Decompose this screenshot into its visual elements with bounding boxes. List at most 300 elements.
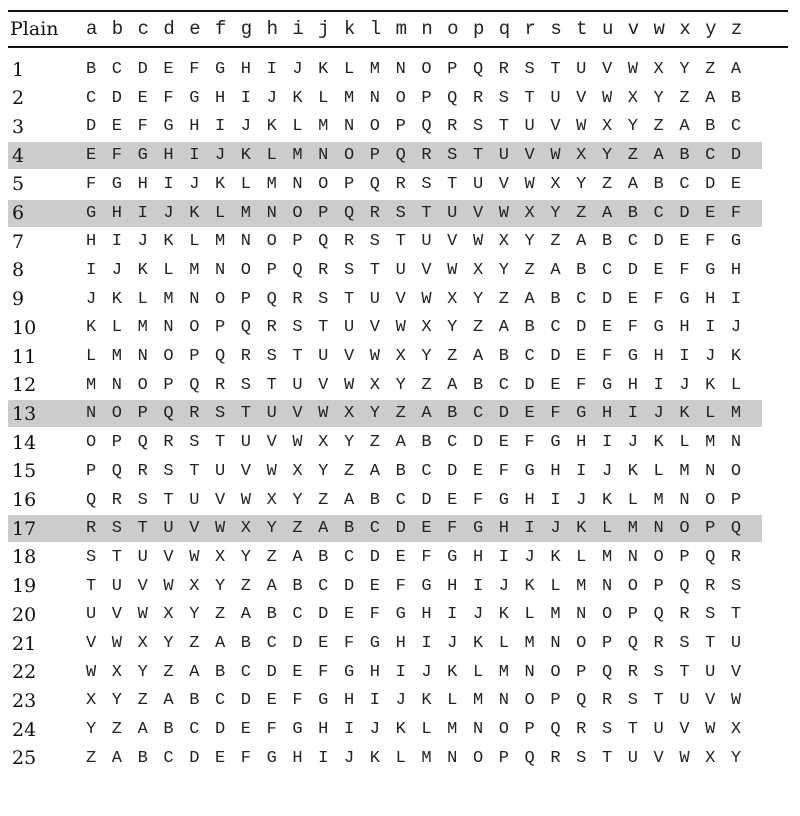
cipher-letters <box>86 261 757 280</box>
cipher-letter: C <box>86 88 97 108</box>
cipher-letter: B <box>266 605 277 625</box>
cipher-letter: F <box>679 260 690 280</box>
cipher-letter: R <box>369 203 380 223</box>
row-key: 10 <box>12 316 37 339</box>
cipher-letter: C <box>576 289 587 309</box>
cipher-letter: M <box>369 60 380 79</box>
cipher-letter: U <box>343 318 355 338</box>
cipher-letter: D <box>421 490 432 510</box>
cipher-letter: Y <box>447 318 458 338</box>
cipher-letter: Y <box>679 60 690 79</box>
cipher-letter: S <box>627 691 638 711</box>
header-letter: t <box>576 18 588 40</box>
cipher-letters <box>86 146 757 165</box>
cipher-letter: C <box>214 691 226 711</box>
cipher-letter: B <box>369 490 380 510</box>
cipher-letter: W <box>627 60 638 79</box>
cipher-letter: V <box>240 461 251 481</box>
cipher-letter: Z <box>318 490 329 510</box>
cipher-letter: Y <box>343 433 355 453</box>
cipher-letter: R <box>214 375 226 395</box>
cipher-letter: F <box>395 576 406 596</box>
cipher-letter: V <box>576 88 587 108</box>
row-key: 21 <box>12 632 37 655</box>
cipher-letter: J <box>189 174 200 194</box>
cipher-letter: T <box>601 748 613 768</box>
cipher-letter: X <box>627 88 638 108</box>
cipher-letter: L <box>214 203 226 223</box>
cipher-letter: X <box>447 289 458 309</box>
cipher-letter: J <box>369 720 380 740</box>
cipher-letter: U <box>627 748 638 768</box>
cipher-letter: W <box>421 289 432 309</box>
header-letter: r <box>524 18 536 40</box>
cipher-letter: Q <box>730 519 742 539</box>
cipher-letter: D <box>369 547 380 567</box>
cipher-letter: Z <box>627 146 638 166</box>
cipher-letters <box>86 433 757 452</box>
cipher-letter: C <box>111 60 122 79</box>
cipher-letter: I <box>86 260 97 280</box>
cipher-letter: E <box>447 490 458 510</box>
cipher-letter: Q <box>601 662 613 682</box>
table-row <box>8 372 762 399</box>
cipher-letter: K <box>472 634 484 653</box>
cipher-letter: Y <box>318 461 329 481</box>
cipher-letter: U <box>240 433 251 453</box>
cipher-letter: K <box>395 720 406 740</box>
cipher-letter: D <box>601 289 613 309</box>
cipher-letter: S <box>730 576 742 596</box>
cipher-letter: F <box>576 375 587 395</box>
cipher-letter: A <box>679 117 690 137</box>
header-rule <box>8 46 788 48</box>
cipher-letter: S <box>137 490 148 510</box>
cipher-letters <box>86 175 757 194</box>
cipher-letter: X <box>343 404 355 424</box>
cipher-letter: U <box>730 634 742 653</box>
header-letter: g <box>240 18 253 40</box>
cipher-letter: R <box>137 461 148 481</box>
cipher-letter: I <box>472 576 484 596</box>
cipher-letter: N <box>550 634 561 653</box>
cipher-letter: K <box>447 662 458 682</box>
cipher-letter: T <box>86 576 97 596</box>
cipher-letter: Q <box>421 117 432 137</box>
cipher-letter: Z <box>705 60 716 79</box>
cipher-letter: A <box>240 605 251 625</box>
cipher-letter: J <box>550 519 561 539</box>
cipher-letter: M <box>627 519 638 539</box>
cipher-letter: D <box>266 662 277 682</box>
cipher-letter: E <box>421 519 432 539</box>
cipher-letter: V <box>395 289 406 309</box>
cipher-letter: U <box>369 289 380 309</box>
cipher-letter: S <box>679 634 690 653</box>
cipher-letter: P <box>240 289 251 309</box>
cipher-letter: D <box>318 605 329 625</box>
header-letter: x <box>679 18 691 40</box>
cipher-letter: M <box>421 748 432 768</box>
cipher-letter: K <box>679 404 690 424</box>
row-key: 24 <box>12 718 37 741</box>
row-key: 9 <box>12 288 25 311</box>
cipher-letter: Y <box>137 662 148 682</box>
cipher-letter: W <box>240 490 251 510</box>
cipher-letter: R <box>86 519 97 539</box>
header-letter: c <box>137 18 149 40</box>
cipher-letter: B <box>318 547 329 567</box>
cipher-letter: L <box>550 576 561 596</box>
cipher-letter: R <box>705 576 716 596</box>
cipher-letter: D <box>189 748 200 768</box>
cipher-letter: I <box>705 318 716 338</box>
cipher-letter: U <box>111 576 122 596</box>
cipher-letter: K <box>576 519 587 539</box>
cipher-letter: C <box>369 519 380 539</box>
cipher-letter: S <box>498 88 509 108</box>
cipher-letters <box>86 720 757 739</box>
cipher-letter: C <box>524 347 535 366</box>
cipher-letter: D <box>730 146 742 166</box>
cipher-letter: G <box>705 260 716 280</box>
cipher-letter: B <box>730 88 742 108</box>
cipher-letter: Y <box>163 634 174 653</box>
cipher-letter: H <box>550 461 561 481</box>
cipher-letter: Z <box>653 117 664 137</box>
cipher-letter: D <box>679 203 690 223</box>
cipher-letter: N <box>576 605 587 625</box>
cipher-letter: V <box>421 260 432 280</box>
cipher-letter: M <box>189 260 200 280</box>
cipher-letter: X <box>137 634 148 653</box>
cipher-letter: M <box>266 174 277 194</box>
cipher-letter: N <box>705 461 716 481</box>
cipher-letter: Q <box>343 203 355 223</box>
cipher-letter: B <box>137 748 148 768</box>
cipher-letter: L <box>627 490 638 510</box>
table-row <box>8 687 762 714</box>
cipher-letter: V <box>679 720 690 740</box>
cipher-letters <box>86 462 757 481</box>
cipher-letter: G <box>214 60 226 79</box>
cipher-letter: T <box>447 174 458 194</box>
cipher-letter: Q <box>163 404 174 424</box>
cipher-letter: Q <box>679 576 690 596</box>
cipher-letter: A <box>189 662 200 682</box>
cipher-letter: X <box>601 117 613 137</box>
cipher-letter: V <box>498 174 509 194</box>
cipher-letter: M <box>472 691 484 711</box>
cipher-letter: Y <box>498 260 509 280</box>
header-letter: j <box>318 18 330 40</box>
cipher-letter: A <box>137 720 148 740</box>
cipher-letter: H <box>679 318 690 338</box>
cipher-letter: P <box>447 60 458 79</box>
header-letter: e <box>189 18 201 40</box>
row-key: 14 <box>12 431 37 454</box>
cipher-letter: W <box>111 634 122 653</box>
cipher-letter: A <box>343 490 355 510</box>
table-row <box>8 458 762 485</box>
cipher-letter: N <box>266 203 277 223</box>
cipher-letter: I <box>137 203 148 223</box>
cipher-letter: S <box>189 433 200 453</box>
cipher-letter: R <box>343 232 355 252</box>
cipher-letter: F <box>111 146 122 166</box>
cipher-letter: E <box>730 174 742 194</box>
table-row <box>8 745 762 772</box>
cipher-letter: V <box>730 662 742 682</box>
cipher-letter: J <box>601 461 613 481</box>
cipher-letter: I <box>447 605 458 625</box>
cipher-letter: W <box>292 433 303 453</box>
header-letter: o <box>447 18 459 40</box>
row-key: 1 <box>12 58 25 81</box>
cipher-letter: C <box>730 117 742 137</box>
cipher-letter: W <box>705 720 716 740</box>
table-row <box>8 544 762 571</box>
cipher-letter: V <box>163 547 174 567</box>
cipher-letter: S <box>653 662 664 682</box>
cipher-letter: U <box>550 88 561 108</box>
cipher-letter: Y <box>550 203 561 223</box>
cipher-letter: L <box>576 547 587 567</box>
cipher-letter: C <box>601 260 613 280</box>
cipher-letter: B <box>472 375 484 395</box>
cipher-letter: H <box>86 232 97 252</box>
cipher-letter: L <box>137 289 148 309</box>
cipher-letter: L <box>653 461 664 481</box>
cipher-letter: X <box>240 519 251 539</box>
cipher-letter: Q <box>550 720 561 740</box>
cipher-letter: Q <box>576 691 587 711</box>
cipher-letter: Q <box>214 347 226 366</box>
cipher-letter: E <box>137 88 148 108</box>
cipher-letter: G <box>653 318 664 338</box>
cipher-letter: P <box>421 88 432 108</box>
cipher-letter: M <box>318 117 329 137</box>
row-key: 16 <box>12 489 37 511</box>
cipher-letter: X <box>292 461 303 481</box>
header-letter: z <box>730 18 743 40</box>
cipher-letter: C <box>343 547 355 567</box>
cipher-letter: H <box>395 634 406 653</box>
cipher-letter: O <box>214 289 226 309</box>
cipher-letter: K <box>705 375 716 395</box>
cipher-letter: D <box>214 720 226 740</box>
cipher-letter: Y <box>576 174 587 194</box>
cipher-letter: C <box>679 174 690 194</box>
cipher-letter: F <box>447 519 458 539</box>
cipher-letter: E <box>550 375 561 395</box>
cipher-letter: Q <box>705 547 716 567</box>
cipher-letter: W <box>137 605 148 625</box>
cipher-letter: D <box>524 375 535 395</box>
cipher-letter: M <box>524 634 535 653</box>
cipher-letter: U <box>576 60 587 79</box>
cipher-letter: J <box>524 547 535 567</box>
cipher-letter: M <box>550 605 561 625</box>
table-row <box>8 716 762 743</box>
cipher-letter: T <box>730 605 742 625</box>
cipher-letter: B <box>705 117 716 137</box>
header-letter: m <box>395 18 407 40</box>
cipher-letter: X <box>705 748 716 768</box>
cipher-letter: D <box>86 117 97 137</box>
cipher-letter: J <box>343 748 355 768</box>
cipher-letter: G <box>369 634 380 653</box>
cipher-letter: P <box>86 461 97 481</box>
cipher-letter: Q <box>472 60 484 79</box>
cipher-letter: L <box>498 634 509 653</box>
cipher-letter: O <box>679 519 690 539</box>
cipher-letter: A <box>472 347 484 366</box>
cipher-letter: D <box>472 433 484 453</box>
cipher-letter: Z <box>86 748 97 768</box>
cipher-letter: P <box>679 547 690 567</box>
cipher-letter: Q <box>369 174 380 194</box>
cipher-letter: U <box>137 547 148 567</box>
cipher-letters <box>86 519 757 538</box>
cipher-letter: V <box>447 232 458 252</box>
cipher-letter: N <box>137 347 148 366</box>
cipher-letter: D <box>137 60 148 79</box>
cipher-letter: L <box>472 662 484 682</box>
cipher-letter: Z <box>343 461 355 481</box>
cipher-letter: E <box>395 547 406 567</box>
cipher-letter: O <box>189 318 200 338</box>
cipher-letter: O <box>240 260 251 280</box>
cipher-letter: J <box>395 691 406 711</box>
cipher-letter: I <box>498 547 509 567</box>
cipher-letter: I <box>369 691 380 711</box>
row-key: 7 <box>12 230 25 253</box>
cipher-letter: C <box>550 318 561 338</box>
cipher-letter: W <box>318 404 329 424</box>
header-letter: i <box>292 18 304 40</box>
cipher-letter: H <box>292 748 303 768</box>
cipher-letter: P <box>292 232 303 252</box>
cipher-letter: T <box>292 347 303 366</box>
cipher-letter: V <box>550 117 561 137</box>
table-row <box>8 515 762 542</box>
cipher-letter: T <box>679 662 690 682</box>
cipher-letters <box>86 60 757 79</box>
cipher-letter: L <box>318 88 329 108</box>
cipher-letter: W <box>343 375 355 395</box>
cipher-letter: Q <box>240 318 251 338</box>
cipher-letter: E <box>86 146 97 166</box>
cipher-letter: O <box>266 232 277 252</box>
cipher-letter: D <box>292 634 303 653</box>
cipher-letter: T <box>498 117 509 137</box>
cipher-letter: S <box>395 203 406 223</box>
cipher-letter: X <box>421 318 432 338</box>
table-row <box>8 200 762 227</box>
top-rule <box>8 10 788 12</box>
cipher-letter: B <box>679 146 690 166</box>
cipher-letter: I <box>524 519 535 539</box>
cipher-letter: Z <box>111 720 122 740</box>
cipher-letter: W <box>524 174 535 194</box>
cipher-letter: R <box>576 720 587 740</box>
row-key: 17 <box>12 517 37 540</box>
cipher-letter: U <box>292 375 303 395</box>
cipher-letter: B <box>653 174 664 194</box>
cipher-letter: H <box>730 260 742 280</box>
cipher-letter: W <box>214 519 226 539</box>
cipher-letter: P <box>627 605 638 625</box>
cipher-letter: C <box>472 404 484 424</box>
cipher-letters <box>86 347 757 366</box>
row-key: 23 <box>12 689 37 712</box>
row-key: 4 <box>12 144 25 167</box>
cipher-letter: P <box>343 174 355 194</box>
cipher-letter: X <box>86 691 97 711</box>
cipher-letter: A <box>292 547 303 567</box>
cipher-letter: F <box>524 433 535 453</box>
cipher-letter: R <box>421 146 432 166</box>
cipher-letter: E <box>498 433 509 453</box>
cipher-letter: I <box>111 232 122 252</box>
cipher-letter: Z <box>447 347 458 366</box>
cipher-letter: T <box>550 60 561 79</box>
cipher-letter: Q <box>627 634 638 653</box>
cipher-letter: W <box>550 146 561 166</box>
cipher-letter: S <box>318 289 329 309</box>
cipher-letter: I <box>679 347 690 366</box>
cipher-letter: K <box>369 748 380 768</box>
cipher-letter: F <box>266 720 277 740</box>
cipher-letter: C <box>318 576 329 596</box>
cipher-letter: P <box>653 576 664 596</box>
cipher-letter: L <box>705 404 716 424</box>
cipher-letter: J <box>421 662 432 682</box>
cipher-letter: F <box>137 117 148 137</box>
cipher-letter: G <box>421 576 432 596</box>
cipher-letter: T <box>653 691 664 711</box>
cipher-letter: C <box>189 720 200 740</box>
cipher-letter: S <box>421 174 432 194</box>
cipher-letter: X <box>189 576 200 596</box>
cipher-letter: F <box>550 404 561 424</box>
cipher-letter: J <box>240 117 251 137</box>
cipher-letter: U <box>395 260 406 280</box>
row-key: 13 <box>12 402 37 425</box>
cipher-letter: Z <box>576 203 587 223</box>
cipher-letter: G <box>395 605 406 625</box>
cipher-letter: Q <box>137 433 148 453</box>
cipher-letter: S <box>240 375 251 395</box>
cipher-letter: P <box>111 433 122 453</box>
cipher-letter: K <box>111 289 122 309</box>
cipher-letter: B <box>163 720 174 740</box>
cipher-letter: O <box>601 605 613 625</box>
cipher-letter: L <box>679 433 690 453</box>
cipher-letter: W <box>730 691 742 711</box>
cipher-letter: G <box>292 720 303 740</box>
row-key: 22 <box>12 661 37 684</box>
cipher-letter: F <box>601 347 613 366</box>
cipher-letter: O <box>498 720 509 740</box>
cipher-letter: S <box>576 748 587 768</box>
cipher-letter: Z <box>292 519 303 539</box>
cipher-letter: J <box>163 203 174 223</box>
header-letter: s <box>550 18 562 40</box>
cipher-letter: R <box>653 634 664 653</box>
cipher-letter: O <box>653 547 664 567</box>
